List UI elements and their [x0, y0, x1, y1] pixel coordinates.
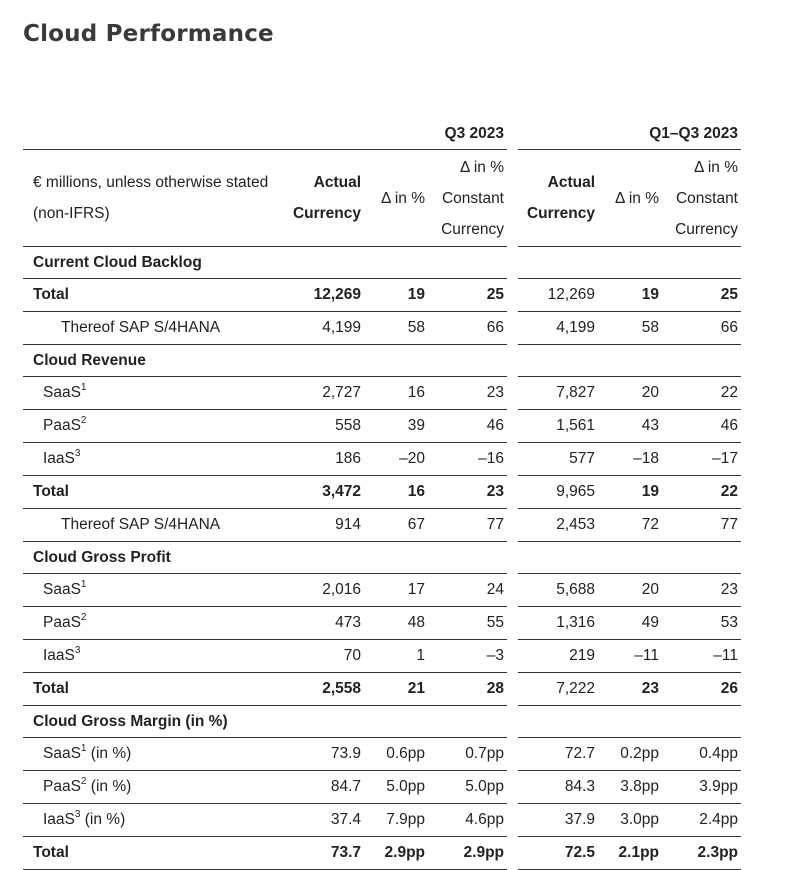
cell-value: 558 [283, 410, 364, 443]
row-label: PaaS$^2$ (in %) [23, 771, 283, 804]
cell-value: 5.0pp [364, 771, 428, 804]
cell-value: 19 [598, 476, 662, 509]
cell-value: 77 [428, 509, 507, 542]
row-label: IaaS$^3$ (in %) [23, 804, 283, 837]
section-row [23, 345, 741, 377]
cell-value: –3 [428, 640, 507, 673]
section-title: Current Cloud Backlog [23, 247, 283, 279]
table-row [23, 738, 741, 771]
cell-value: 49 [598, 607, 662, 640]
cell-value: 9,965 [518, 476, 598, 509]
section-row [23, 247, 741, 279]
cell-value: 219 [518, 640, 598, 673]
cell-value: 3.9pp [662, 771, 741, 804]
cell-value: 28 [428, 673, 507, 706]
table-row [23, 279, 741, 312]
table-row [23, 574, 741, 607]
cell-value: 21 [364, 673, 428, 706]
cell-value: 37.4 [283, 804, 364, 837]
period-header-row [23, 111, 741, 150]
cell-value: 23 [598, 673, 662, 706]
cell-value: 39 [364, 410, 428, 443]
cell-value: 84.3 [518, 771, 598, 804]
cell-value: 73.9 [283, 738, 364, 771]
cell-value: –11 [598, 640, 662, 673]
cell-value: 7,222 [518, 673, 598, 706]
cell-value: –16 [428, 443, 507, 476]
row-label: Thereof SAP S/4HANA [23, 312, 283, 345]
col-delta-pct-ytd: Δ in % [598, 150, 662, 247]
section-title: Cloud Gross Margin (in %) [23, 706, 283, 738]
cell-value: 22 [662, 377, 741, 410]
cell-value: –11 [662, 640, 741, 673]
cell-value: 72.5 [518, 837, 598, 870]
cell-value: 7,827 [518, 377, 598, 410]
table-row [23, 837, 741, 870]
col-delta-constant-currency: Δ in % Constant Currency [428, 150, 507, 247]
row-label: Total [23, 837, 283, 870]
cell-value: 12,269 [283, 279, 364, 312]
cell-value: 20 [598, 574, 662, 607]
cell-value: 2.3pp [662, 837, 741, 870]
cell-value: 77 [662, 509, 741, 542]
page-title: Cloud Performance [23, 21, 274, 47]
units-description: € millions, unless otherwise stated (non-IFRS) [23, 150, 283, 247]
cell-value: 473 [283, 607, 364, 640]
cell-value: 67 [364, 509, 428, 542]
cell-value: 5.0pp [428, 771, 507, 804]
table-row [23, 509, 741, 542]
cell-value: 0.6pp [364, 738, 428, 771]
row-label: SaaS$^1$ [23, 574, 283, 607]
cell-value: 48 [364, 607, 428, 640]
cell-value: 2,016 [283, 574, 364, 607]
cell-value: 66 [428, 312, 507, 345]
table-row [23, 443, 741, 476]
cell-value: 4.6pp [428, 804, 507, 837]
table-row [23, 377, 741, 410]
cell-value: 5,688 [518, 574, 598, 607]
row-label: Total [23, 279, 283, 312]
section-row [23, 706, 741, 738]
cell-value: 19 [598, 279, 662, 312]
cell-value: 2.9pp [428, 837, 507, 870]
section-row [23, 542, 741, 574]
col-delta-pct: Δ in % [364, 150, 428, 247]
cell-value: 2.4pp [662, 804, 741, 837]
cell-value: 25 [428, 279, 507, 312]
cell-value: 16 [364, 377, 428, 410]
cell-value: 22 [662, 476, 741, 509]
cell-value: 914 [283, 509, 364, 542]
cell-value: 0.4pp [662, 738, 741, 771]
column-header-row [23, 150, 741, 247]
cell-value: 7.9pp [364, 804, 428, 837]
cell-value: 70 [283, 640, 364, 673]
cell-value: 3.0pp [598, 804, 662, 837]
cell-value: 2.1pp [598, 837, 662, 870]
cell-value: 17 [364, 574, 428, 607]
cell-value: 1,561 [518, 410, 598, 443]
cell-value: 37.9 [518, 804, 598, 837]
col-actual-currency-ytd: Actual Currency [518, 150, 598, 247]
cell-value: –17 [662, 443, 741, 476]
table-row [23, 312, 741, 345]
cell-value: 2,453 [518, 509, 598, 542]
table-row [23, 771, 741, 804]
cell-value: 4,199 [283, 312, 364, 345]
cell-value: 3.8pp [598, 771, 662, 804]
row-label: IaaS$^3$ [23, 443, 283, 476]
table-row [23, 640, 741, 673]
cell-value: 46 [428, 410, 507, 443]
cell-value: 43 [598, 410, 662, 443]
cell-value: 58 [364, 312, 428, 345]
cell-value: 2,558 [283, 673, 364, 706]
cell-value: 66 [662, 312, 741, 345]
cell-value: 25 [662, 279, 741, 312]
table-row [23, 673, 741, 706]
cell-value: 1,316 [518, 607, 598, 640]
cell-value: –18 [598, 443, 662, 476]
cell-value: 16 [364, 476, 428, 509]
cell-value: 46 [662, 410, 741, 443]
row-label: SaaS$^1$ (in %) [23, 738, 283, 771]
cell-value: 24 [428, 574, 507, 607]
section-title: Cloud Revenue [23, 345, 283, 377]
cell-value: 1 [364, 640, 428, 673]
cell-value: 19 [364, 279, 428, 312]
cell-value: 84.7 [283, 771, 364, 804]
row-label: PaaS$^2$ [23, 607, 283, 640]
table-row [23, 804, 741, 837]
cell-value: 0.7pp [428, 738, 507, 771]
cell-value: 53 [662, 607, 741, 640]
table-row [23, 410, 741, 443]
cell-value: 23 [428, 377, 507, 410]
row-label: SaaS$^1$ [23, 377, 283, 410]
cell-value: 4,199 [518, 312, 598, 345]
cell-value: 577 [518, 443, 598, 476]
period-q3-header: Q3 2023 [283, 111, 507, 150]
section-title: Cloud Gross Profit [23, 542, 283, 574]
cell-value: 12,269 [518, 279, 598, 312]
cell-value: 3,472 [283, 476, 364, 509]
cell-value: 2,727 [283, 377, 364, 410]
row-label: Total [23, 476, 283, 509]
cloud-performance-table [23, 111, 741, 870]
cell-value: 72 [598, 509, 662, 542]
cell-value: 186 [283, 443, 364, 476]
cell-value: 20 [598, 377, 662, 410]
cell-value: 73.7 [283, 837, 364, 870]
cell-value: –20 [364, 443, 428, 476]
row-label: Thereof SAP S/4HANA [23, 509, 283, 542]
table-row [23, 607, 741, 640]
cell-value: 23 [428, 476, 507, 509]
col-delta-constant-currency-ytd: Δ in % Constant Currency [662, 150, 741, 247]
cell-value: 55 [428, 607, 507, 640]
cell-value: 26 [662, 673, 741, 706]
cell-value: 0.2pp [598, 738, 662, 771]
cell-value: 58 [598, 312, 662, 345]
cell-value: 2.9pp [364, 837, 428, 870]
col-actual-currency: Actual Currency [283, 150, 364, 247]
cell-value: 72.7 [518, 738, 598, 771]
cell-value: 23 [662, 574, 741, 607]
row-label: Total [23, 673, 283, 706]
row-label: PaaS$^2$ [23, 410, 283, 443]
period-q1q3-header: Q1–Q3 2023 [518, 111, 741, 150]
table-row [23, 476, 741, 509]
row-label: IaaS$^3$ [23, 640, 283, 673]
